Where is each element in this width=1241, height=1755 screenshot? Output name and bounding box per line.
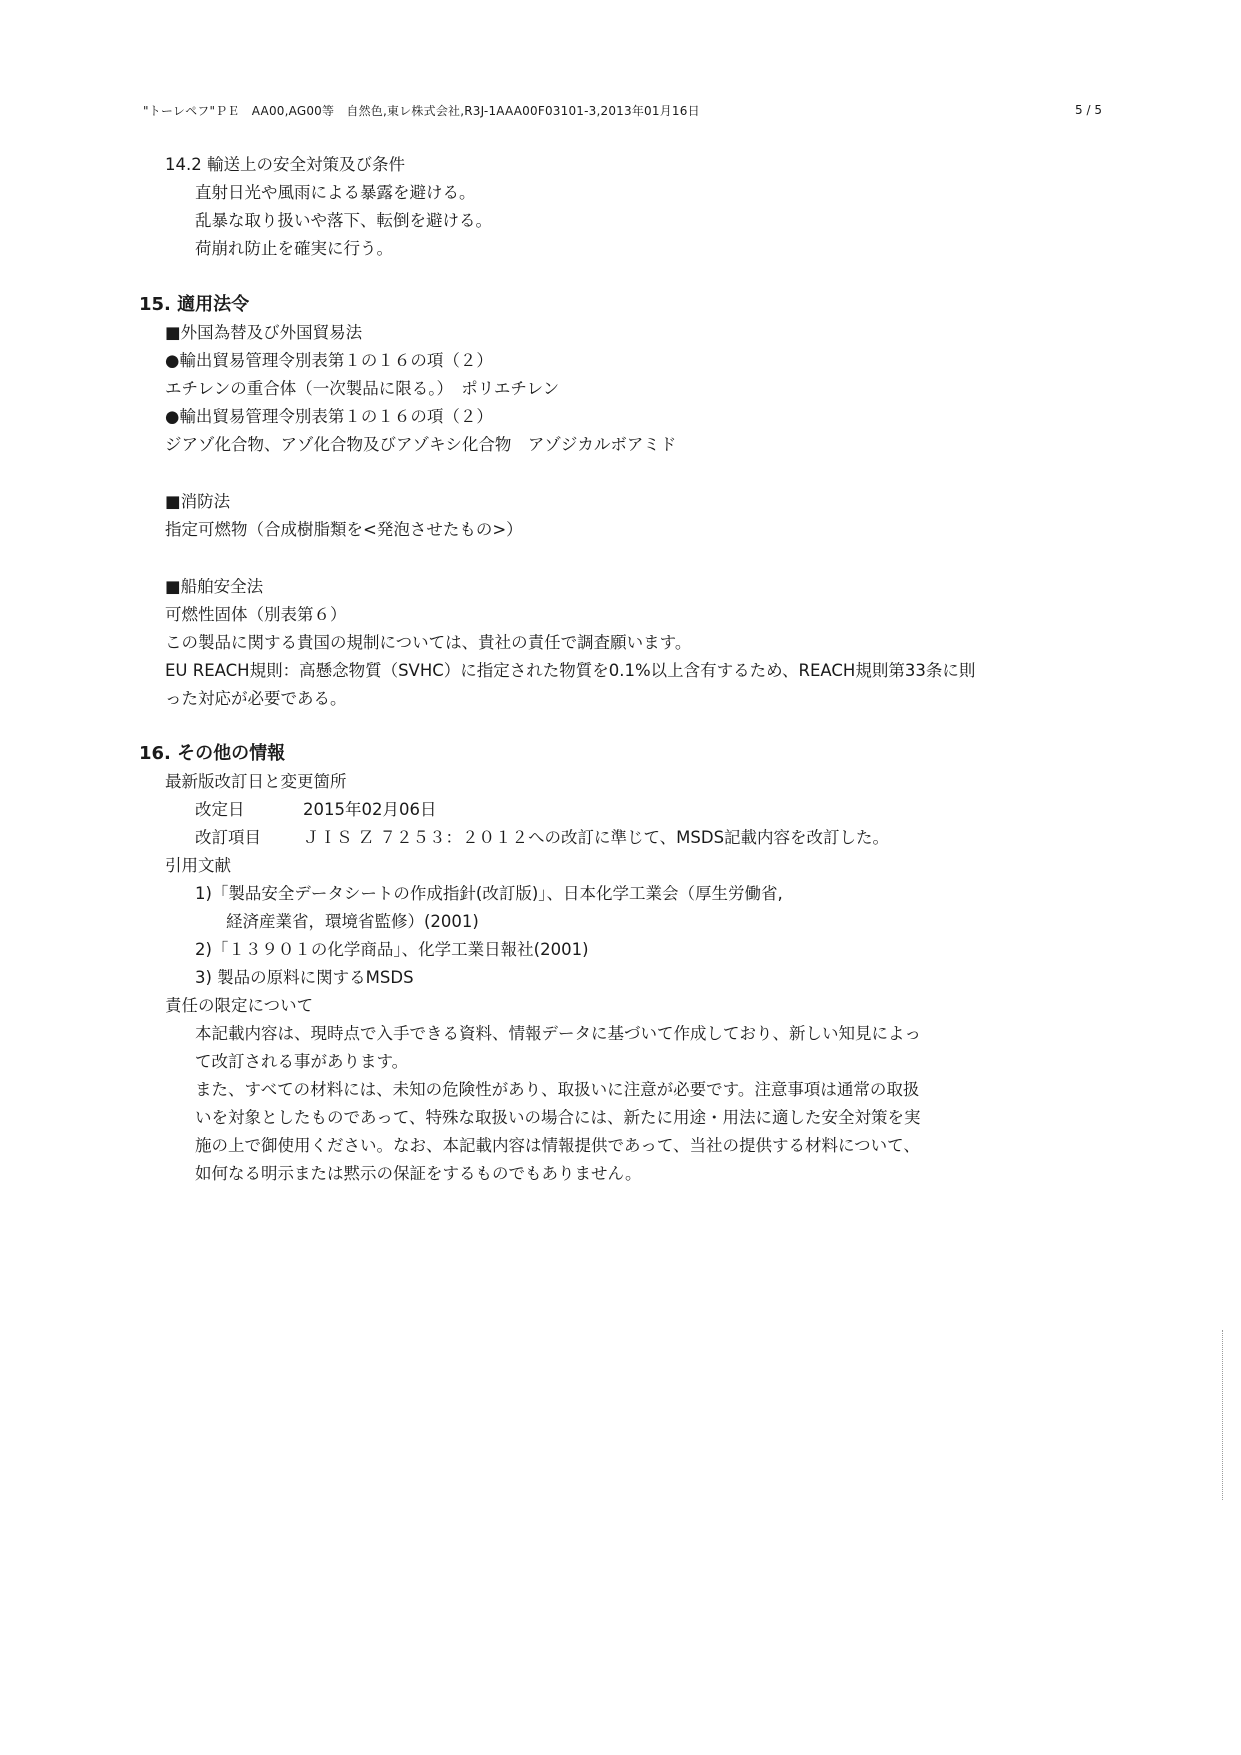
revision-date-label: 改定日 [195,800,245,819]
liability-text: 本記載内容は、現時点で入手できる資料、情報データに基づいて作成しており、新しい知見によっ [195,1024,921,1043]
law-item-description: ジアゾ化合物、アゾ化合物及びアゾキシ化合物 アゾジカルボアミド [165,435,677,454]
revision-item: ＪＩＳ Ｚ ７２５３：２０１２への改訂に準じて、MSDS記載内容を改訂した。 [303,828,890,847]
reference-item: 3) 製品の原料に関するMSDS [195,968,414,987]
reach-note: った対応が必要である。 [165,689,347,708]
references-heading: 引用文献 [165,856,231,875]
law-title-fire-service: ■消防法 [165,492,231,511]
section-14-2-line: 直射日光や風雨による暴露を避ける。 [195,183,476,202]
section-16-title: 16. その他の情報 [139,743,286,764]
section-15-title: 15. 適用法令 [139,294,250,315]
law-title-foreign-exchange: ■外国為替及び外国貿易法 [165,323,363,342]
reference-item: 経済産業省，環境省監修）(2001) [226,912,479,931]
section-14-2-title: 14.2 輸送上の安全対策及び条件 [165,155,405,174]
reference-item: 1)「製品安全データシートの作成指針(改訂版)」、日本化学工業会（厚生労働省, [195,884,783,903]
liability-text: いを対象としたものであって、特殊な取扱いの場合には、新たに用途・用法に適した安全対策を実 [195,1108,921,1127]
revision-date: 2015年02月06日 [303,800,437,819]
liability-text: 施の上で御使用ください。なお、本記載内容は情報提供であって、当社の提供する材料について、 [195,1136,920,1155]
liability-text: て改訂される事があります。 [195,1052,409,1071]
law-item-description: エチレンの重合体（一次製品に限る。） ポリエチレン [165,379,560,398]
revision-heading: 最新版改訂日と変更箇所 [165,772,347,791]
document-header: "トーレペフ"ＰＥ AA00,AG00等 自然色,東レ株式会社,R3J-1AAA00F03101-3,2013年01月16日 [143,104,700,118]
revision-item-label: 改訂項目 [195,828,261,847]
liability-text: 如何なる明示または黙示の保証をするものでもありません。 [195,1164,642,1183]
section-14-2-line: 乱暴な取り扱いや落下、転倒を避ける。 [195,211,492,230]
liability-text: また、すべての材料には、未知の危険性があり、取扱いに注意が必要です。注意事項は通常の取扱 [195,1080,920,1099]
law-item: ●輸出貿易管理令別表第１の１６の項（２） [165,351,493,370]
page-number: 5 / 5 [1075,103,1102,117]
law-item: ●輸出貿易管理令別表第１の１６の項（２） [165,407,493,426]
liability-heading: 責任の限定について [165,996,314,1015]
section-14-2-line: 荷崩れ防止を確実に行う。 [195,239,393,258]
law-description: 可燃性固体（別表第６） [165,605,347,624]
scan-artifact [1222,1330,1224,1500]
law-description: 指定可燃物（合成樹脂類を<発泡させたもの>） [165,520,523,539]
law-title-ship-safety: ■船舶安全法 [165,577,264,596]
regulation-note: この製品に関する貴国の規制については、貴社の責任で調査願います。 [165,633,692,652]
reach-note: EU REACH規則：高懸念物質（SVHC）に指定された物質を0.1%以上含有するため、REACH規則第33条に則 [165,661,976,680]
reference-item: 2)「１３９０１の化学商品」、化学工業日報社(2001) [195,940,589,959]
